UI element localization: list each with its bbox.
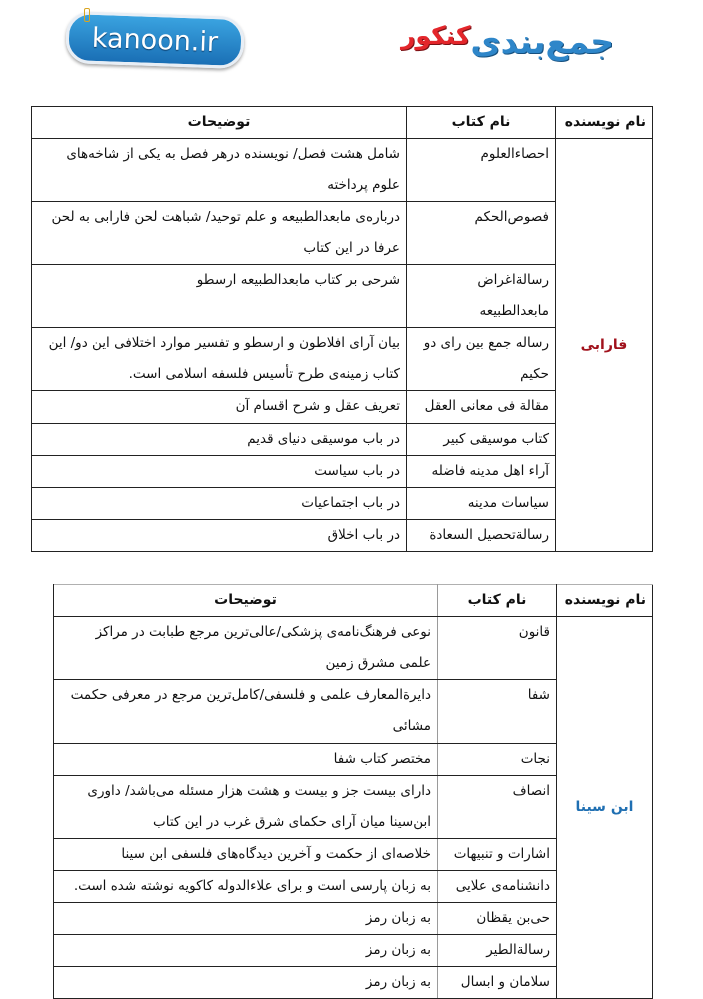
- farabi-works-table: [31, 106, 653, 552]
- book-cell: دانشنامه‌ی علایی: [438, 871, 557, 903]
- book-cell: سلامان و ابسال: [438, 967, 557, 999]
- header-book: نام کتاب: [438, 585, 557, 617]
- header-description: توضیحات: [32, 107, 407, 139]
- logo-main-text: جمع‌بندی: [470, 22, 614, 61]
- kanoon-logo-text: kanoon.ir: [91, 22, 219, 58]
- description-cell: شرحی بر کتاب مابعدالطبیعه ارسطو: [32, 265, 407, 328]
- header-book: نام کتاب: [407, 107, 556, 139]
- description-cell: دارای بیست جز و بیست و هشت هزار مسئله می‌باشد/ داوری ابن‌سینا میان آرای حکمای شرق غرب در این کتاب: [54, 776, 438, 839]
- book-cell: رسالةالطیر: [438, 935, 557, 967]
- book-cell: احصاءالعلوم: [407, 139, 556, 202]
- description-cell: در باب اخلاق: [32, 520, 407, 552]
- description-cell: به زبان رمز: [54, 967, 438, 999]
- author-cell: فارابی: [556, 139, 653, 552]
- book-cell: کتاب موسیقی کبیر: [407, 424, 556, 456]
- description-cell: دایرةالمعارف علمی و فلسفی/کامل‌ترین مرجع در معرفی حکمت مشائی: [54, 680, 438, 744]
- paperclip-icon: [84, 8, 90, 22]
- book-cell: قانون: [438, 617, 557, 680]
- book-cell: مقالة فی معانی العقل: [407, 391, 556, 424]
- book-cell: رسالةاغراض مابعدالطبیعه: [407, 265, 556, 328]
- table-row: [32, 139, 653, 202]
- description-cell: در باب سیاست: [32, 456, 407, 488]
- book-cell: نجات: [438, 744, 557, 776]
- book-cell: فصوص‌الحکم: [407, 202, 556, 265]
- jambandi-konkur-logo: [392, 16, 614, 64]
- table-header-row: [54, 585, 653, 617]
- description-cell: بیان آرای افلاطون و ارسطو و تفسیر موارد اختلافی این دو/ این کتاب زمینه‌ی طرح تأسیس فلسفه اسلامی است.: [32, 328, 407, 391]
- table-header-row: [32, 107, 653, 139]
- book-cell: رساله جمع بین رای دو حکیم: [407, 328, 556, 391]
- description-cell: در باب اجتماعیات: [32, 488, 407, 520]
- book-cell: حی‌بن یقظان: [438, 903, 557, 935]
- description-cell: به زبان رمز: [54, 935, 438, 967]
- logo-accent-text: کنکور: [401, 21, 471, 50]
- header-author: نام نویسنده: [556, 107, 653, 139]
- ibn-sina-works-table: [53, 584, 653, 999]
- header-author: نام نویسنده: [557, 585, 653, 617]
- header-description: توضیحات: [54, 585, 438, 617]
- book-cell: اشارات و تنبیهات: [438, 839, 557, 871]
- description-cell: تعریف عقل و شرح اقسام آن: [32, 391, 407, 424]
- book-cell: انصاف: [438, 776, 557, 839]
- description-cell: در باب موسیقی دنیای قدیم: [32, 424, 407, 456]
- book-cell: شفا: [438, 680, 557, 744]
- book-cell: سیاسات مدینه: [407, 488, 556, 520]
- table-row: [54, 617, 653, 680]
- description-cell: به زبان رمز: [54, 903, 438, 935]
- author-cell: ابن سینا: [557, 617, 653, 999]
- description-cell: نوعی فرهنگ‌نامه‌ی پزشکی/عالی‌ترین مرجع طبابت در مراکز علمی مشرق زمین: [54, 617, 438, 680]
- description-cell: شامل هشت فصل/ نویسنده درهر فصل به یکی از شاخه‌های علوم پرداخته: [32, 139, 407, 202]
- description-cell: به زبان پارسی است و برای علاءالدوله کاکویه نوشته شده است.: [54, 871, 438, 903]
- description-cell: مختصر کتاب شفا: [54, 744, 438, 776]
- book-cell: رسالةتحصیل السعادة: [407, 520, 556, 552]
- book-cell: آراء اهل مدینه فاضله: [407, 456, 556, 488]
- description-cell: خلاصه‌ای از حکمت و آخرین دیدگاه‌های فلسفی ابن سینا: [54, 839, 438, 871]
- kanoon-logo: [65, 11, 245, 69]
- description-cell: درباره‌ی مابعدالطبیعه و علم توحید/ شباهت لحن فارابی به لحن عرفا در این کتاب: [32, 202, 407, 265]
